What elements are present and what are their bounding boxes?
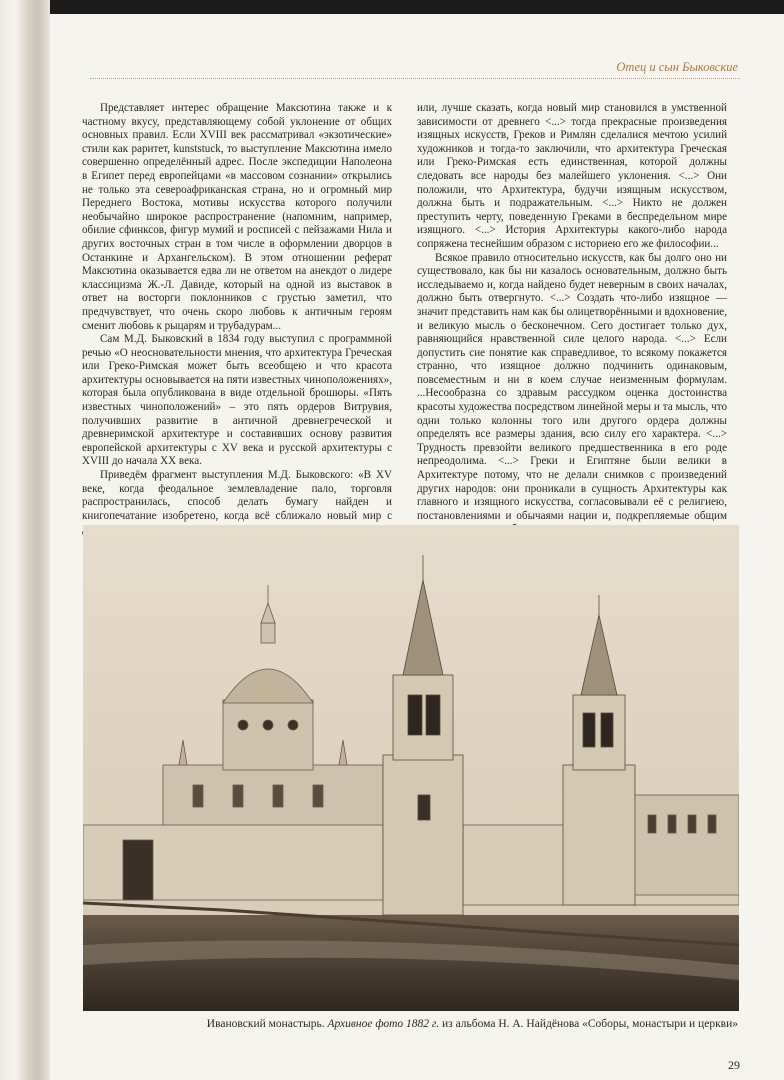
caption-suffix: из альбома Н. А. Найдёнова «Соборы, монастыри и церкви» (439, 1018, 738, 1030)
header-rule (90, 78, 740, 79)
left-text-column (82, 102, 392, 537)
paragraph: Представляет интерес обращение Макcютина также и к частному вкусу, представляющему собой уклонение от общих основных правил. Если XVIII век рассматривал «экзотические» стили как раритет, kunststuck, то выступление Максютина имело совершенно определённый адрес. После экспедиции Наполеона в Египет перед европейцами «в массовом сознании» открылись не только эта североафриканская страна, но и огромный мир Переднего Востока, мотивы искусства которого получили необычайно широкое распространение (напомним, например, обилие сфинксов, фигур мумий и росписей с пейзажами Нила и других восточных стран в том числе в оформлении дворцов в Останкине и Архангельском). В этом отношении реферат Максютина оказывается едва ли не ответом на анекдот о лидере классицизма Ж.-Л. Давиде, который на одной из выставок в ответ на восторги поклонников с грустью заметил, что предчувствует, что очень скоро любовь к античным героям сменит любовь к рыцарям и трубадурам... (82, 102, 392, 332)
monastery-photo (83, 525, 739, 1011)
book-spine (0, 0, 50, 1080)
paragraph: Сам М.Д. Быковский в 1834 году выступил с программной речью «О неосновательности мнения, что архитектура Греческая или Греко-Римская может быть всеобщею и что красота архитектуры основывается на пяти известных чиноположениях», которая была опубликована в виде отдельной брошюры. «Пять известных чиноположений» – это пять ордеров Витрувия, получивших развитие в античной древнегреческой и древнеримской архитектуре и составивших основу развития европейской архитектуры с XV века и русской архитектуры с XVIII до начала XX века. (82, 333, 392, 468)
running-header: Отец и сын Быковские (616, 60, 738, 74)
paragraph: Приведём фрагмент выступления М.Д. Быковского: «В XV веке, когда феодальное землевладение пало, торговля распространилась, способ делать бумагу найден и книгопечатание изобретено, когда всё сближало новый мир с (82, 469, 392, 522)
right-building (635, 795, 739, 895)
right-text-column (417, 102, 727, 537)
photo-caption (82, 1018, 738, 1030)
paragraph: или, лучше сказать, когда новый мир становился в умственной зависимости от древнего <...> тогда прекрасные произведения изящных искусств, Греков и Римлян сделалися мечтою усилий художников и тогда-то заключили, что архитектура Греческая или Греко-Римская есть единственная, которой должны следовать все народы без малейшего уклонения. <...> Они положили, что Архитектура, будучи изящным искусством, должна быть и подражательным. <...> Никто не должен преступить черту, поведенную Греками в беспредельном мире изящного. <...> История Архитектуры какого-либо народа сопряжена теснейшим образом с историею его же философии... (417, 102, 727, 250)
caption-italic: Архивное фото 1882 г. (327, 1018, 440, 1030)
caption-prefix: Ивановский монастырь. (206, 1018, 328, 1030)
page-number: 29 (728, 1058, 740, 1072)
paragraph: Всякое правило относительно искусств, как бы долго оно ни существовало, как бы ни казалось основательным, должно быть исследываемо и, когда найдено будет неверным в своих началах, должно быть отвергнуто. <...> Создать что-либо изящное — значит представить нам как бы олицетворёнными и вдохновение, и великую мысль о бесконечном. Сего достигает только дух, равняющийся нравственной силе целого народа. <...> Если допустить сие понятие как справедливое, то всякому покажется странно, что изящное до́лжно подчинить одинаковым, повсеместным и ни в коем случае неизменным формулам. ...Несообразна со здравым рассудком оценка достоинства красоты художества посредством линейной меры и та мысль, что одни только колонны того или другого ордера должны определять все размеры здания, всю силу его характера. <...> Трудность превзойти великого предшественника в его роде непреодолима. <...> Греки и Египтяне были велики в Архитектуре потому, что не делали снимков с произведений других народов: они проникали в сущность Архитектуры как главного и изящного искусства, согласовывали её с религиею, постановлениями и обычаями нации и, подкрепляемые общим (417, 251, 727, 522)
